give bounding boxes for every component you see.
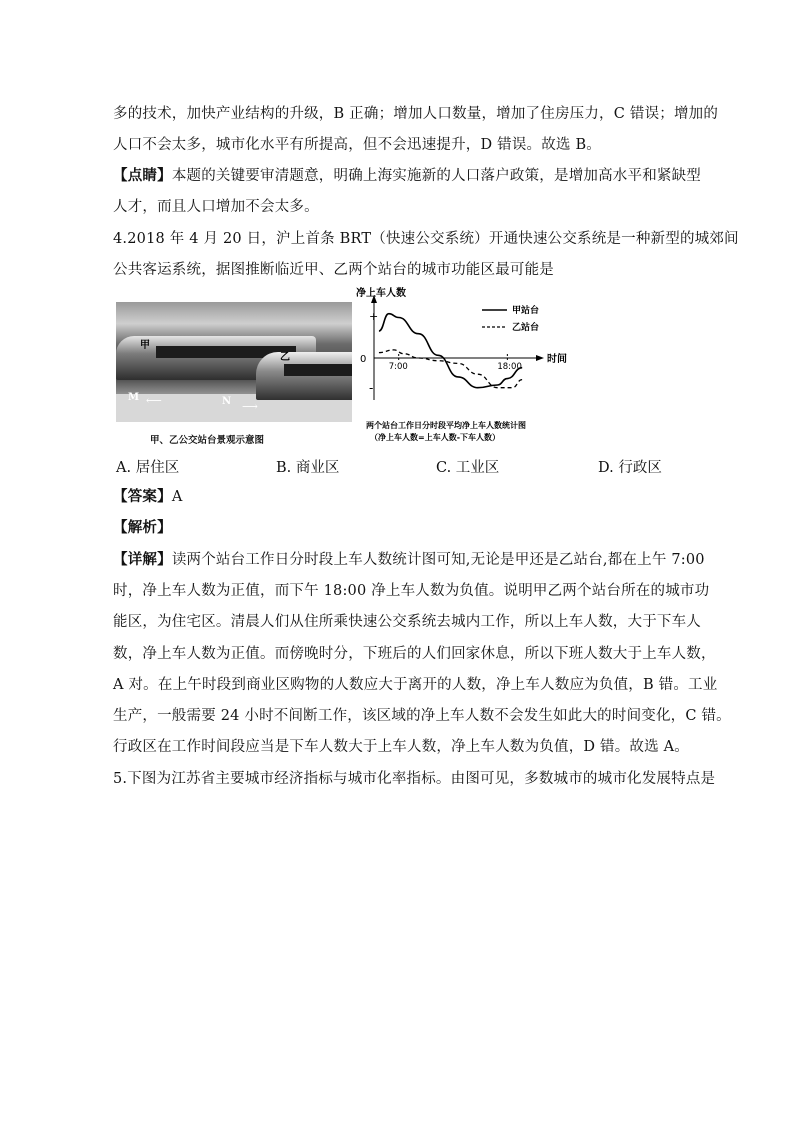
chart-caption-formula: （净上车人数=上车人数-下车人数） — [370, 433, 501, 442]
option-c: C. 工业区 — [436, 460, 500, 476]
y-axis-label: 净上车人数 — [356, 288, 406, 299]
photo-caption: 甲、乙公交站台景观示意图 — [150, 435, 265, 446]
y-tick-label: 0 — [360, 354, 367, 365]
series-line-jia — [379, 314, 522, 388]
option-a: A. 居住区 — [116, 460, 180, 476]
analysis-tag: 【解析】 — [113, 519, 172, 536]
label-jia: 甲 — [140, 340, 150, 351]
text-line: 生产，一般需要 24 小时不间断工作，该区域的净上车人数不会发生如此大的时间变化，C 错。 — [113, 708, 731, 724]
dianjing-text: 本题的关键要审清题意，明确上海实施新的人口落户政策，是增加高水平和紧缺型 — [171, 168, 702, 184]
y-tick-label: - — [369, 381, 374, 395]
bus-yi — [256, 352, 352, 400]
label-m: M — [128, 392, 140, 403]
text-line: 人才，而且人口增加不会太多。 — [113, 199, 319, 215]
dianjing-paragraph — [113, 166, 701, 186]
label-n: N — [222, 396, 232, 407]
text-line: 能区，为住宅区。清晨人们从住所乘快速公交系统去城内工作，所以上车人数，大于下车人 — [113, 614, 701, 630]
text-line: 人口不会太多，城市化水平有所提高，但不会迅速提升，D 错误。故选 B。 — [113, 137, 601, 153]
x-axis-arrow-icon — [536, 355, 544, 361]
legend-label-jia: 甲站台 — [512, 306, 540, 316]
y-tick-label: + — [369, 310, 379, 323]
answer-value: A — [171, 489, 183, 505]
question-5-stem: 5.下图为江苏省主要城市经济指标与城市化率指标。由图可见，多数城市的城市化发展特点是 — [113, 771, 716, 787]
text-line: 时，净上车人数为正值，而下午 18:00 净上车人数为负值。说明甲乙两个站台所在的城市功 — [113, 583, 710, 599]
option-d: D. 行政区 — [598, 460, 662, 476]
text-line: 多的技术，加快产业结构的升级，B 正确；增加人口数量，增加了住房压力，C 错误；增加的 — [113, 106, 719, 122]
answer-line — [113, 487, 182, 507]
chart-caption: 两个站台工作日分时段平均净上车人数统计图 — [366, 421, 526, 430]
text-line: 数，净上车人数为正值。而傍晚时分，下班后的人们回家休息，所以下班人数大于上车人数， — [113, 646, 716, 662]
answer-tag: 【答案】 — [113, 488, 172, 505]
net-boarding-chart — [352, 282, 582, 452]
legend-label-yi: 乙站台 — [512, 323, 540, 333]
dianjing-tag: 【点睛】 — [113, 167, 172, 184]
arrow-left-icon: ⟵ — [146, 394, 162, 407]
bus-station-photo — [116, 302, 352, 422]
detail-tag: 【详解】 — [113, 551, 172, 568]
text-line: 行政区在工作时间段应当是下车人数大于上车人数，净上车人数为负值，D 错。故选 A。 — [113, 739, 690, 755]
x-tick-label: 18:00 — [497, 362, 522, 372]
text-line: A 对。在上午时段到商业区购物的人数应大于离开的人数，净上车人数应为负值，B 错。工业 — [113, 677, 718, 693]
x-axis-label: 时间 — [547, 354, 567, 365]
label-yi: 乙 — [280, 352, 290, 363]
option-b: B. 商业区 — [276, 460, 340, 476]
question-4-stem: 4.2018 年 4 月 20 日，沪上首条 BRT（快速公交系统）开通快速公交系统是一种新型的城郊间 — [113, 231, 739, 247]
arrow-right-icon: ⟶ — [242, 400, 258, 413]
detail-text: 读两个站台工作日分时段上车人数统计图可知,无论是甲还是乙站台,都在上午 7:00 — [171, 552, 705, 568]
question-4-stem: 公共客运系统，据图推断临近甲、乙两个站台的城市功能区最可能是 — [113, 262, 554, 278]
x-tick-label: 7:00 — [388, 362, 408, 372]
detail-paragraph — [113, 550, 705, 570]
